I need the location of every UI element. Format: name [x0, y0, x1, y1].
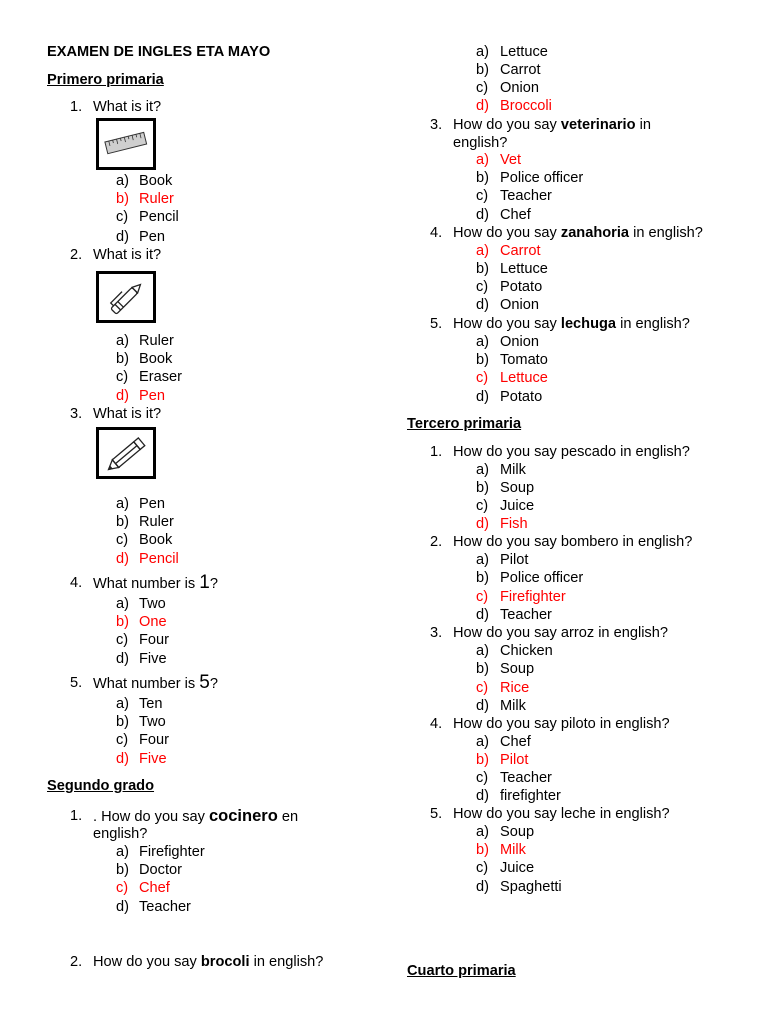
option: Lettuce: [500, 44, 548, 60]
question-number: 1.: [70, 808, 83, 824]
question-text-line2: english?: [93, 826, 148, 842]
option: Teacher: [500, 770, 552, 786]
option-letter: c): [476, 498, 489, 514]
option: Chicken: [500, 643, 553, 659]
correct-option-letter: b): [476, 752, 489, 768]
correct-option: Broccoli: [500, 98, 552, 114]
option-letter: c): [116, 532, 129, 548]
option-letter: b): [476, 352, 489, 368]
option-letter: b): [116, 862, 129, 878]
correct-option: Milk: [500, 842, 526, 858]
option-letter: b): [116, 714, 129, 730]
correct-option-letter: d): [116, 751, 129, 767]
option: Onion: [500, 80, 539, 96]
option-letter: c): [476, 80, 489, 96]
question-text-part: How do you say: [453, 117, 561, 133]
option: Chef: [500, 734, 531, 750]
question-number-figure: 1: [199, 572, 210, 593]
option-letter: a): [476, 44, 489, 60]
question-text-part: in english?: [249, 954, 324, 970]
question-keyword: veterinario: [560, 117, 636, 133]
option-letter: b): [116, 351, 129, 367]
question-text: [453, 224, 703, 242]
question-text-part: in: [635, 117, 651, 133]
option-letter: b): [476, 170, 489, 186]
option: firefighter: [500, 788, 561, 804]
question-text: [453, 624, 668, 642]
question-number: 5.: [70, 675, 83, 691]
question-keyword: zanahoria: [560, 225, 630, 241]
option: Firefighter: [139, 844, 205, 860]
correct-option: Vet: [500, 152, 522, 168]
exam-title: EXAMEN DE INGLES ETA MAYO: [47, 44, 271, 60]
correct-option-letter: d): [476, 516, 489, 532]
correct-option: One: [139, 614, 167, 630]
ruler-icon: [96, 118, 156, 170]
question-text: [93, 953, 323, 971]
section-heading-segundo: Segundo grado: [47, 778, 155, 794]
option: Milk: [500, 698, 526, 714]
question-number: 5.: [430, 316, 443, 332]
correct-option-letter: a): [476, 243, 489, 259]
option: Teacher: [139, 899, 191, 915]
correct-option-letter: c): [116, 880, 129, 896]
question-text: [93, 674, 218, 693]
option: Onion: [500, 297, 539, 313]
option: Ruler: [139, 514, 174, 530]
option-letter: d): [476, 389, 489, 405]
question-text-part: How do you say bombero in english?: [453, 534, 693, 550]
option: Pen: [139, 496, 165, 512]
question-number: 1.: [430, 444, 443, 460]
option-letter: d): [476, 698, 489, 714]
question-number: 1.: [70, 99, 83, 115]
question-text-part: What number is: [93, 576, 200, 592]
option: Book: [139, 532, 173, 548]
correct-option: Ruler: [139, 191, 174, 207]
option: Carrot: [500, 62, 541, 78]
correct-option: Pen: [139, 388, 165, 404]
section-heading-cuarto: Cuarto primaria: [407, 963, 516, 979]
question-text-part: ?: [209, 576, 218, 592]
correct-option: Fish: [500, 516, 528, 532]
correct-option: Pencil: [139, 551, 179, 567]
option-letter: a): [476, 462, 489, 478]
option-letter: a): [116, 696, 129, 712]
question-number: 3.: [430, 625, 443, 641]
option: Potato: [500, 389, 543, 405]
section-heading-tercero: Tercero primaria: [407, 416, 522, 432]
question-text-part: How do you say pescado in english?: [453, 444, 690, 460]
correct-option-letter: b): [476, 842, 489, 858]
question-text: [453, 443, 690, 461]
option: Four: [139, 732, 170, 748]
question-number: 2.: [430, 534, 443, 550]
option: Pencil: [139, 209, 179, 225]
question-text: [453, 805, 670, 823]
option: Pen: [139, 229, 165, 245]
correct-option-letter: b): [116, 614, 129, 630]
option-letter: b): [476, 62, 489, 78]
question-text-part: en: [277, 809, 299, 825]
option-letter: d): [476, 879, 489, 895]
option: Two: [139, 596, 166, 612]
correct-option-letter: c): [476, 370, 489, 386]
question-text: [453, 715, 670, 733]
option: Onion: [500, 334, 539, 350]
question-text-part: How do you say: [453, 316, 561, 332]
question-text-part: How do you say: [453, 225, 561, 241]
option: Four: [139, 632, 170, 648]
question-number: 3.: [70, 406, 83, 422]
option: Juice: [500, 860, 535, 876]
correct-option: Firefighter: [500, 589, 566, 605]
option-letter: c): [476, 860, 489, 876]
pen-icon: [96, 271, 156, 323]
option: Book: [139, 173, 173, 189]
option-letter: d): [116, 229, 129, 245]
option: Milk: [500, 462, 526, 478]
option: Soup: [500, 480, 535, 496]
question-text-part: How do you say: [93, 954, 201, 970]
question-text-part: How do you say arroz in english?: [453, 625, 668, 641]
option: Doctor: [139, 862, 182, 878]
option-letter: c): [116, 732, 129, 748]
option-letter: c): [116, 209, 129, 225]
question-text: [93, 98, 161, 116]
correct-option: Carrot: [500, 243, 541, 259]
option-letter: b): [476, 570, 489, 586]
option: Chef: [500, 207, 531, 223]
question-text-part: ?: [209, 676, 218, 692]
question-text-part: How do you say leche in english?: [453, 806, 670, 822]
question-text-part: in english?: [616, 316, 690, 332]
correct-option: Lettuce: [500, 370, 548, 386]
option-letter: b): [116, 514, 129, 530]
correct-option-letter: c): [476, 680, 489, 696]
option: Spaghetti: [500, 879, 562, 895]
question-text: [453, 315, 690, 333]
correct-option: Five: [139, 751, 167, 767]
question-keyword: lechuga: [560, 316, 617, 332]
option: Five: [139, 651, 167, 667]
option-letter: a): [116, 333, 129, 349]
question-text-part: What number is: [93, 676, 200, 692]
option-letter: c): [116, 632, 129, 648]
option: Ten: [139, 696, 163, 712]
correct-option-letter: c): [476, 589, 489, 605]
option-letter: d): [476, 207, 489, 223]
question-text-part: . How do you say: [93, 809, 209, 825]
option: Police officer: [500, 570, 584, 586]
question-text-part: What is it?: [93, 247, 162, 263]
option-letter: a): [116, 496, 129, 512]
option: Teacher: [500, 188, 552, 204]
option-letter: d): [116, 899, 129, 915]
question-keyword: cocinero: [209, 807, 278, 825]
correct-option: Rice: [500, 680, 530, 696]
question-number: 4.: [430, 716, 443, 732]
question-number: 3.: [430, 117, 443, 133]
option-letter: c): [476, 279, 489, 295]
option-letter: c): [116, 369, 129, 385]
option-letter: a): [476, 734, 489, 750]
option-letter: b): [476, 261, 489, 277]
correct-option: Pilot: [500, 752, 529, 768]
option-letter: a): [476, 824, 489, 840]
option-letter: c): [476, 188, 489, 204]
option-letter: a): [116, 596, 129, 612]
question-text-part: What is it?: [93, 99, 162, 115]
option-letter: b): [476, 661, 489, 677]
correct-option: Chef: [139, 880, 170, 896]
question-text-part: How do you say piloto in english?: [453, 716, 670, 732]
option: Two: [139, 714, 166, 730]
section-heading-primero: Primero primaria: [47, 72, 164, 88]
option-letter: a): [116, 173, 129, 189]
question-text-part: in english?: [629, 225, 703, 241]
option-letter: a): [116, 844, 129, 860]
correct-option-letter: b): [116, 191, 129, 207]
option: Tomato: [500, 352, 548, 368]
question-number: 4.: [430, 225, 443, 241]
pencil-icon: [96, 427, 156, 479]
question-number: 4.: [70, 575, 83, 591]
question-text: [93, 246, 161, 264]
question-number-figure: 5: [199, 672, 210, 693]
question-number: 2.: [70, 954, 83, 970]
question-number: 5.: [430, 806, 443, 822]
option-letter: a): [476, 334, 489, 350]
question-keyword: brocoli: [200, 954, 250, 970]
option: Ruler: [139, 333, 174, 349]
question-text-line2: english?: [453, 135, 508, 151]
option-letter: b): [476, 480, 489, 496]
correct-option-letter: d): [116, 551, 129, 567]
question-text: [93, 405, 161, 423]
option-letter: a): [476, 643, 489, 659]
correct-option-letter: d): [476, 98, 489, 114]
option: Potato: [500, 279, 543, 295]
question-text: [453, 116, 651, 134]
option-letter: c): [476, 770, 489, 786]
option: Eraser: [139, 369, 182, 385]
option-letter: d): [476, 297, 489, 313]
option-letter: d): [476, 607, 489, 623]
option: Police officer: [500, 170, 584, 186]
option: Teacher: [500, 607, 552, 623]
option: Soup: [500, 661, 535, 677]
option: Soup: [500, 824, 535, 840]
option: Lettuce: [500, 261, 548, 277]
option: Juice: [500, 498, 535, 514]
question-text: [453, 533, 692, 551]
question-number: 2.: [70, 247, 83, 263]
option-letter: a): [476, 552, 489, 568]
question-text: [93, 574, 218, 593]
question-text: [93, 807, 298, 826]
option-letter: d): [116, 651, 129, 667]
question-text-part: What is it?: [93, 406, 162, 422]
option: Book: [139, 351, 173, 367]
option: Pilot: [500, 552, 529, 568]
correct-option-letter: a): [476, 152, 489, 168]
option-letter: d): [476, 788, 489, 804]
correct-option-letter: d): [116, 388, 129, 404]
